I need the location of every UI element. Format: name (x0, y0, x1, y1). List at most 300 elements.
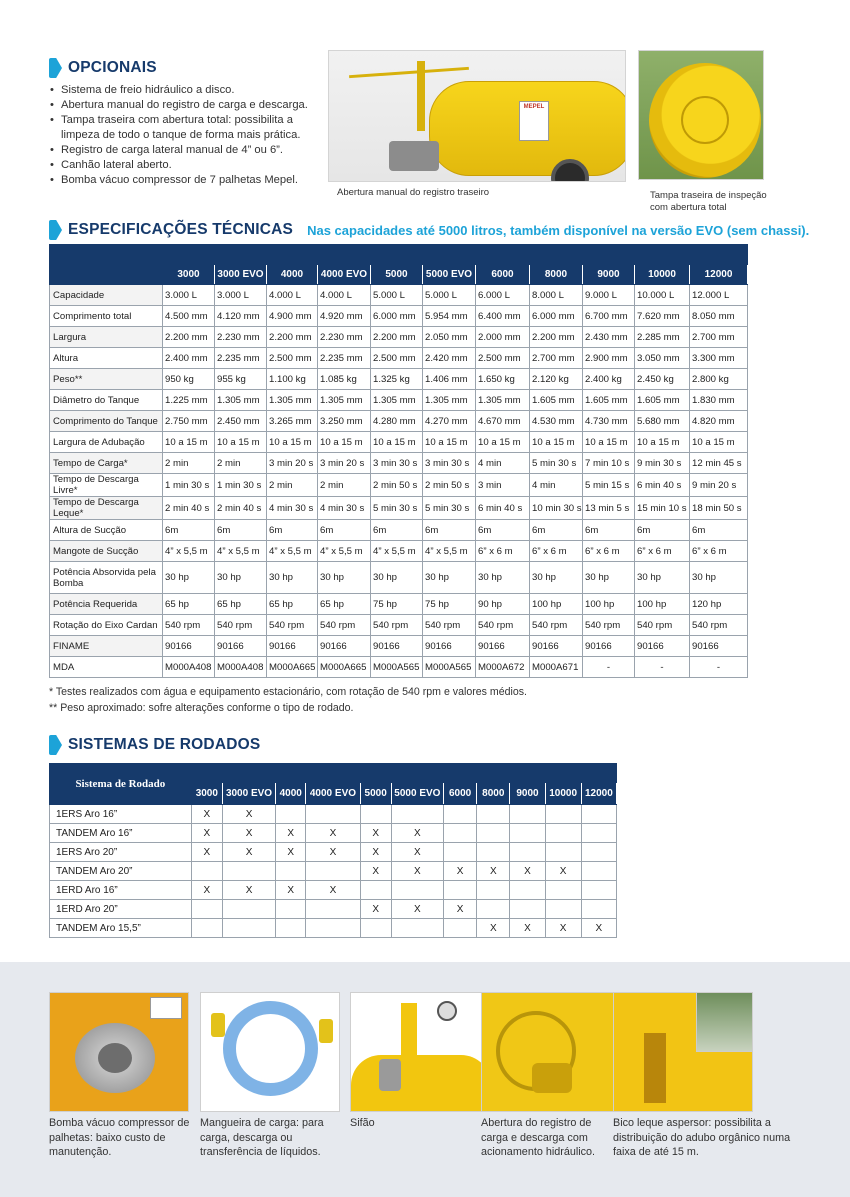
spec-cell: 30 hp (318, 562, 371, 594)
accessory-caption: Bico leque aspersor: possibilita a distribuição do adubo orgânico numa faixa de até 15 m. (613, 1117, 791, 1158)
spec-cell: 1.406 mm (423, 369, 476, 390)
rodados-cell (581, 824, 616, 843)
spec-cell: 30 hp (267, 562, 318, 594)
spec-header-blank (50, 245, 163, 265)
tank-photo-rear-lid (638, 50, 764, 180)
spec-cell: 2.235 mm (215, 348, 267, 369)
spec-cell: 10 a 15 m (583, 432, 635, 453)
spec-cell: 2.200 mm (267, 327, 318, 348)
spec-cell: 10 a 15 m (476, 432, 530, 453)
rodados-cell (306, 919, 360, 938)
spec-cell: 2 min 40 s (215, 497, 267, 520)
spec-cell: 3 min 20 s (318, 453, 371, 474)
spec-header-corner (50, 265, 163, 285)
rodados-header-blank (477, 764, 510, 783)
rodados-column-header: 9000 (510, 783, 545, 805)
rodados-cell (444, 881, 477, 900)
spec-cell: 90166 (423, 636, 476, 657)
spec-cell: 4.670 mm (476, 411, 530, 432)
spec-cell: 1.305 mm (215, 390, 267, 411)
rodados-cell (510, 843, 545, 862)
rodados-cell (360, 919, 391, 938)
spec-cell: 2.200 mm (530, 327, 583, 348)
spec-cell: 75 hp (371, 594, 423, 615)
rodados-table (49, 763, 617, 938)
rodados-cell: X (545, 862, 581, 881)
spec-cell: 6m (423, 520, 476, 541)
rodados-cell (360, 881, 391, 900)
rodados-cell: X (222, 843, 275, 862)
spec-cell: 1.650 kg (476, 369, 530, 390)
accessory-caption: Mangueira de carga: para carga, descarga ou transferência de líquidos. (200, 1117, 324, 1158)
spec-cell: 5 min 30 s (371, 497, 423, 520)
spec-cell: 1.325 kg (371, 369, 423, 390)
spec-cell: 955 kg (215, 369, 267, 390)
spec-cell: 1.605 mm (530, 390, 583, 411)
spec-cell: 10 a 15 m (215, 432, 267, 453)
spec-cell: 2.430 mm (583, 327, 635, 348)
spec-cell: 30 hp (530, 562, 583, 594)
rodados-cell (222, 900, 275, 919)
spec-cell: 6m (530, 520, 583, 541)
spec-column-header: 9000 (583, 265, 635, 285)
rodados-cell (306, 862, 360, 881)
spec-cell: 90166 (476, 636, 530, 657)
spec-cell: 30 hp (215, 562, 267, 594)
spec-cell: 30 hp (583, 562, 635, 594)
spec-cell: 1.305 mm (318, 390, 371, 411)
rodados-cell (477, 881, 510, 900)
spec-cell: 1.305 mm (476, 390, 530, 411)
rodados-cell: X (391, 862, 443, 881)
spec-cell: 4” x 5,5 m (318, 541, 371, 562)
spec-cell: 2.400 kg (583, 369, 635, 390)
spec-cell: 100 hp (583, 594, 635, 615)
spec-cell: 5.954 mm (423, 306, 476, 327)
spec-row (50, 453, 748, 474)
rodados-cell: X (276, 843, 306, 862)
spec-cell: 100 hp (530, 594, 583, 615)
spec-cell: - (690, 657, 748, 678)
spec-cell: 4.000 L (267, 285, 318, 306)
spec-cell: 2.750 mm (163, 411, 215, 432)
rodados-cell (276, 862, 306, 881)
spec-cell: 4” x 5,5 m (423, 541, 476, 562)
rodados-cell: X (222, 805, 275, 824)
rodados-column-header: 12000 (581, 783, 616, 805)
spec-row (50, 497, 748, 520)
rodados-cell (581, 843, 616, 862)
spec-cell: 4.270 mm (423, 411, 476, 432)
spec-cell: 2.500 mm (267, 348, 318, 369)
rodados-cell: X (391, 824, 443, 843)
spec-cell: 100 hp (635, 594, 690, 615)
rodados-heading (49, 735, 260, 755)
rodados-cell (391, 881, 443, 900)
rodados-header-blank (510, 764, 545, 783)
spec-cell: 10 min 30 s (530, 497, 583, 520)
photo1-caption: Abertura manual do registro traseiro (337, 187, 490, 198)
rodados-header-blank (191, 764, 476, 783)
spec-cell: 4.820 mm (690, 411, 748, 432)
spec-cell: 65 hp (267, 594, 318, 615)
spec-column-header: 3000 EVO (215, 265, 267, 285)
rodados-row (50, 919, 617, 938)
rodados-cell: X (444, 862, 477, 881)
spec-cell: 4” x 5,5 m (163, 541, 215, 562)
rodados-column-header: 8000 (477, 783, 510, 805)
section-arrow-icon (49, 735, 62, 755)
spec-cell: 10 a 15 m (267, 432, 318, 453)
spec-cell: 4.000 L (318, 285, 371, 306)
accessory-caption: Abertura do registro de carga e descarga com acionamento hidráulico. (481, 1117, 596, 1158)
spec-cell: 90166 (583, 636, 635, 657)
rodados-cell (545, 805, 581, 824)
spec-row-label: Capacidade (50, 285, 163, 306)
spec-row-label: Potência Requerida (50, 594, 163, 615)
spec-cell: 6m (163, 520, 215, 541)
accessory-photo-siphon (350, 992, 490, 1112)
spec-row-label: Peso** (50, 369, 163, 390)
spec-cell: 3.000 L (163, 285, 215, 306)
spec-cell: 90166 (215, 636, 267, 657)
rodados-cell: X (360, 843, 391, 862)
spec-cell: M000A565 (371, 657, 423, 678)
rodados-cell: X (222, 824, 275, 843)
spec-cell: 6.000 mm (530, 306, 583, 327)
spec-cell: 30 hp (690, 562, 748, 594)
accessory-photo-vacuum-pump (49, 992, 189, 1112)
spec-column-header: 10000 (635, 265, 690, 285)
spec-cell: 10 a 15 m (371, 432, 423, 453)
spec-cell: 1.605 mm (635, 390, 690, 411)
specs-heading (49, 220, 809, 240)
accessory-photo-hose (200, 992, 340, 1112)
rodados-cell (510, 805, 545, 824)
spec-column-header: 3000 (163, 265, 215, 285)
spec-cell: 5.000 L (371, 285, 423, 306)
spec-cell: M000A665 (318, 657, 371, 678)
spec-cell: 4.920 mm (318, 306, 371, 327)
spec-cell: 540 rpm (530, 615, 583, 636)
spec-cell: 4” x 5,5 m (267, 541, 318, 562)
accessory-photo-spray-nozzle (613, 992, 753, 1112)
spec-cell: 10.000 L (635, 285, 690, 306)
spec-column-header: 5000 EVO (423, 265, 476, 285)
rodados-cell: X (306, 824, 360, 843)
opcionais-item: • Sistema de freio hidráulico a disco. (49, 83, 324, 98)
rodados-cell (545, 881, 581, 900)
spec-cell: 540 rpm (635, 615, 690, 636)
rodados-cell: X (276, 824, 306, 843)
spec-cell: 30 hp (635, 562, 690, 594)
rodados-row (50, 862, 617, 881)
spec-cell: 6 min 40 s (635, 474, 690, 497)
rodados-row (50, 805, 617, 824)
spec-cell: 10 a 15 m (530, 432, 583, 453)
rodados-cell: X (222, 881, 275, 900)
spec-cell: 6” x 6 m (530, 541, 583, 562)
spec-cell: 3 min 20 s (267, 453, 318, 474)
mepel-label-plate: MEPEL (519, 101, 549, 141)
spec-cell: 6.000 mm (371, 306, 423, 327)
spec-cell: 5.680 mm (635, 411, 690, 432)
spec-row (50, 636, 748, 657)
spec-cell: 15 min 10 s (635, 497, 690, 520)
rodados-row-label: 1ERD Aro 20” (50, 900, 192, 919)
spec-cell: 9 min 20 s (690, 474, 748, 497)
rodados-header-blank (545, 764, 581, 783)
spec-cell: 2.500 mm (476, 348, 530, 369)
rodados-cell: X (306, 843, 360, 862)
spec-cell: 1.305 mm (267, 390, 318, 411)
spec-cell: M000A672 (476, 657, 530, 678)
rodados-cell (222, 919, 275, 938)
rodados-cell: X (360, 824, 391, 843)
spec-cell: 6” x 6 m (690, 541, 748, 562)
spec-cell: 2.400 mm (163, 348, 215, 369)
spec-cell: 18 min 50 s (690, 497, 748, 520)
spec-cell: 2.450 kg (635, 369, 690, 390)
rodados-cell: X (360, 900, 391, 919)
rodados-cell (391, 919, 443, 938)
spec-row (50, 474, 748, 497)
rodados-cell: X (581, 919, 616, 938)
spec-row (50, 348, 748, 369)
spec-cell: 3.265 mm (267, 411, 318, 432)
spec-column-header: 4000 EVO (318, 265, 371, 285)
rodados-row-label: TANDEM Aro 16” (50, 824, 192, 843)
spec-cell: 30 hp (371, 562, 423, 594)
spec-cell: 13 min 5 s (583, 497, 635, 520)
spec-cell: 1 min 30 s (215, 474, 267, 497)
rodados-cell (391, 805, 443, 824)
opcionais-list (49, 83, 324, 188)
spec-cell: 2 min 50 s (423, 474, 476, 497)
spec-cell: 540 rpm (318, 615, 371, 636)
spec-cell: 2 min (215, 453, 267, 474)
tank-pipe (349, 67, 469, 78)
rodados-cell: X (391, 843, 443, 862)
opcionais-title: OPCIONAIS (68, 59, 157, 76)
spec-cell: 4 min (530, 474, 583, 497)
section-arrow-icon (49, 58, 62, 78)
spec-cell: 12 min 45 s (690, 453, 748, 474)
rodados-column-header: 3000 EVO (222, 783, 275, 805)
spec-cell: 4” x 5,5 m (371, 541, 423, 562)
rodados-cell: X (191, 805, 222, 824)
spec-cell: 540 rpm (476, 615, 530, 636)
specs-subtitle: Nas capacidades até 5000 litros, também disponível na versão EVO (sem chassi). (307, 222, 810, 238)
spec-cell: 2 min 50 s (371, 474, 423, 497)
rodados-cell: X (306, 881, 360, 900)
rodados-row-label: TANDEM Aro 20” (50, 862, 192, 881)
spec-cell: 6m (318, 520, 371, 541)
opcionais-item: • Tampa traseira com abertura total: possibilita a limpeza de todo o tanque de forma mais prática. (49, 113, 324, 143)
rodados-row (50, 900, 617, 919)
accessory-caption: Sifão (350, 1117, 375, 1129)
spec-cell: 2 min (318, 474, 371, 497)
spec-cell: - (635, 657, 690, 678)
specs-table (49, 244, 748, 678)
spec-cell: 3.300 mm (690, 348, 748, 369)
spec-row (50, 390, 748, 411)
spec-row (50, 285, 748, 306)
spec-row-label: Tempo de Descarga Leque* (50, 497, 163, 520)
spec-cell: 90166 (635, 636, 690, 657)
opcionais-item: • Registro de carga lateral manual de 4” ou 6”. (49, 143, 324, 158)
spec-row (50, 520, 748, 541)
rodados-column-header: 10000 (545, 783, 581, 805)
spec-cell: 6m (690, 520, 748, 541)
rodados-column-header: 5000 EVO (391, 783, 443, 805)
spec-cell: 5 min 15 s (583, 474, 635, 497)
rodados-cell (545, 843, 581, 862)
rodados-row (50, 824, 617, 843)
spec-column-header: 6000 (476, 265, 530, 285)
spec-cell: 4.530 mm (530, 411, 583, 432)
spec-cell: 90166 (267, 636, 318, 657)
spec-cell: 3.000 L (215, 285, 267, 306)
rodados-cell (510, 881, 545, 900)
rodados-cell (191, 900, 222, 919)
rodados-cell (276, 805, 306, 824)
spec-cell: 2.200 mm (371, 327, 423, 348)
spec-cell: 540 rpm (583, 615, 635, 636)
spec-cell: 1 min 30 s (163, 474, 215, 497)
spec-row (50, 657, 748, 678)
spec-cell: 2 min (163, 453, 215, 474)
spec-cell: 2.500 mm (371, 348, 423, 369)
spec-row (50, 306, 748, 327)
spec-cell: 7 min 10 s (583, 453, 635, 474)
spec-row-label: Largura de Adubação (50, 432, 163, 453)
rodados-row-label: 1ERD Aro 16” (50, 881, 192, 900)
spec-row-label: FINAME (50, 636, 163, 657)
spec-row-label: Altura de Sucção (50, 520, 163, 541)
spec-cell: 3.050 mm (635, 348, 690, 369)
spec-cell: 2.200 mm (163, 327, 215, 348)
opcionais-heading (49, 58, 157, 78)
spec-cell: 90 hp (476, 594, 530, 615)
rodados-cell (276, 900, 306, 919)
spec-cell: 65 hp (215, 594, 267, 615)
spec-cell: 8.000 L (530, 285, 583, 306)
rodados-column-header: 3000 (191, 783, 222, 805)
spec-header-blank (163, 245, 690, 265)
rodados-header-label: Sistema de Rodado (50, 764, 192, 805)
spec-cell: 30 hp (163, 562, 215, 594)
spec-row-label: Potência Absorvida pela Bomba (50, 562, 163, 594)
spec-cell: 540 rpm (267, 615, 318, 636)
spec-cell: 6.700 mm (583, 306, 635, 327)
spec-row-label: Diâmetro do Tanque (50, 390, 163, 411)
spec-row (50, 327, 748, 348)
spec-cell: 4.730 mm (583, 411, 635, 432)
rodados-cell (191, 919, 222, 938)
rodados-cell: X (444, 900, 477, 919)
rodados-cell (444, 919, 477, 938)
rodados-row-label: TANDEM Aro 15,5” (50, 919, 192, 938)
spec-cell: 6 min 40 s (476, 497, 530, 520)
spec-cell: 9.000 L (583, 285, 635, 306)
spec-cell: 3 min (476, 474, 530, 497)
rodados-row-label: 1ERS Aro 20” (50, 843, 192, 862)
tank-pipe (417, 61, 425, 131)
spec-cell: 4.120 mm (215, 306, 267, 327)
rodados-cell: X (391, 900, 443, 919)
spec-cell: 8.050 mm (690, 306, 748, 327)
rodados-cell (510, 824, 545, 843)
rodados-cell: X (191, 881, 222, 900)
spec-row-label: Rotação do Eixo Cardan (50, 615, 163, 636)
section-arrow-icon (49, 220, 62, 240)
rodados-cell (477, 900, 510, 919)
spec-row (50, 615, 748, 636)
spec-cell: 90166 (690, 636, 748, 657)
spec-cell: M000A671 (530, 657, 583, 678)
lid-ring (681, 96, 729, 144)
spec-cell: 90166 (318, 636, 371, 657)
spec-row (50, 369, 748, 390)
spec-cell: 6m (267, 520, 318, 541)
spec-cell: 6.000 L (476, 285, 530, 306)
spec-cell: 10 a 15 m (635, 432, 690, 453)
rodados-header-blank (581, 764, 616, 783)
spec-cell: 30 hp (423, 562, 476, 594)
spec-cell: 1.305 mm (423, 390, 476, 411)
rodados-cell (477, 805, 510, 824)
spec-cell: 4 min 30 s (267, 497, 318, 520)
spec-cell: 10 a 15 m (163, 432, 215, 453)
spec-cell: 540 rpm (215, 615, 267, 636)
spec-cell: 90166 (530, 636, 583, 657)
spec-column-header: 12000 (690, 265, 748, 285)
spec-cell: 7.620 mm (635, 306, 690, 327)
spec-cell: 6m (476, 520, 530, 541)
spec-row-label: Mangote de Sucção (50, 541, 163, 562)
spec-cell: 2.235 mm (318, 348, 371, 369)
spec-row-label: Tempo de Carga* (50, 453, 163, 474)
rodados-cell (545, 824, 581, 843)
rodados-row-label: 1ERS Aro 16” (50, 805, 192, 824)
rodados-cell: X (276, 881, 306, 900)
spec-cell: 6m (583, 520, 635, 541)
rodados-cell (444, 805, 477, 824)
specs-title: ESPECIFICAÇÕES TÉCNICAS (68, 221, 294, 238)
spec-cell: 65 hp (163, 594, 215, 615)
rodados-cell (477, 824, 510, 843)
rodados-cell: X (510, 862, 545, 881)
rodados-cell (581, 862, 616, 881)
spec-cell: 2.700 mm (530, 348, 583, 369)
spec-cell: 540 rpm (690, 615, 748, 636)
spec-cell: 5 min 30 s (530, 453, 583, 474)
spec-row (50, 562, 748, 594)
spec-cell: 2.800 kg (690, 369, 748, 390)
spec-cell: 6.400 mm (476, 306, 530, 327)
spec-column-header: 4000 (267, 265, 318, 285)
spec-row-label: Comprimento total (50, 306, 163, 327)
rodados-column-header: 4000 (276, 783, 306, 805)
rodados-title: SISTEMAS DE RODADOS (68, 736, 261, 753)
rodados-row (50, 881, 617, 900)
spec-cell: 2.900 mm (583, 348, 635, 369)
rodados-row (50, 843, 617, 862)
spec-row (50, 541, 748, 562)
spec-cell: 540 rpm (423, 615, 476, 636)
rodados-cell: X (477, 862, 510, 881)
